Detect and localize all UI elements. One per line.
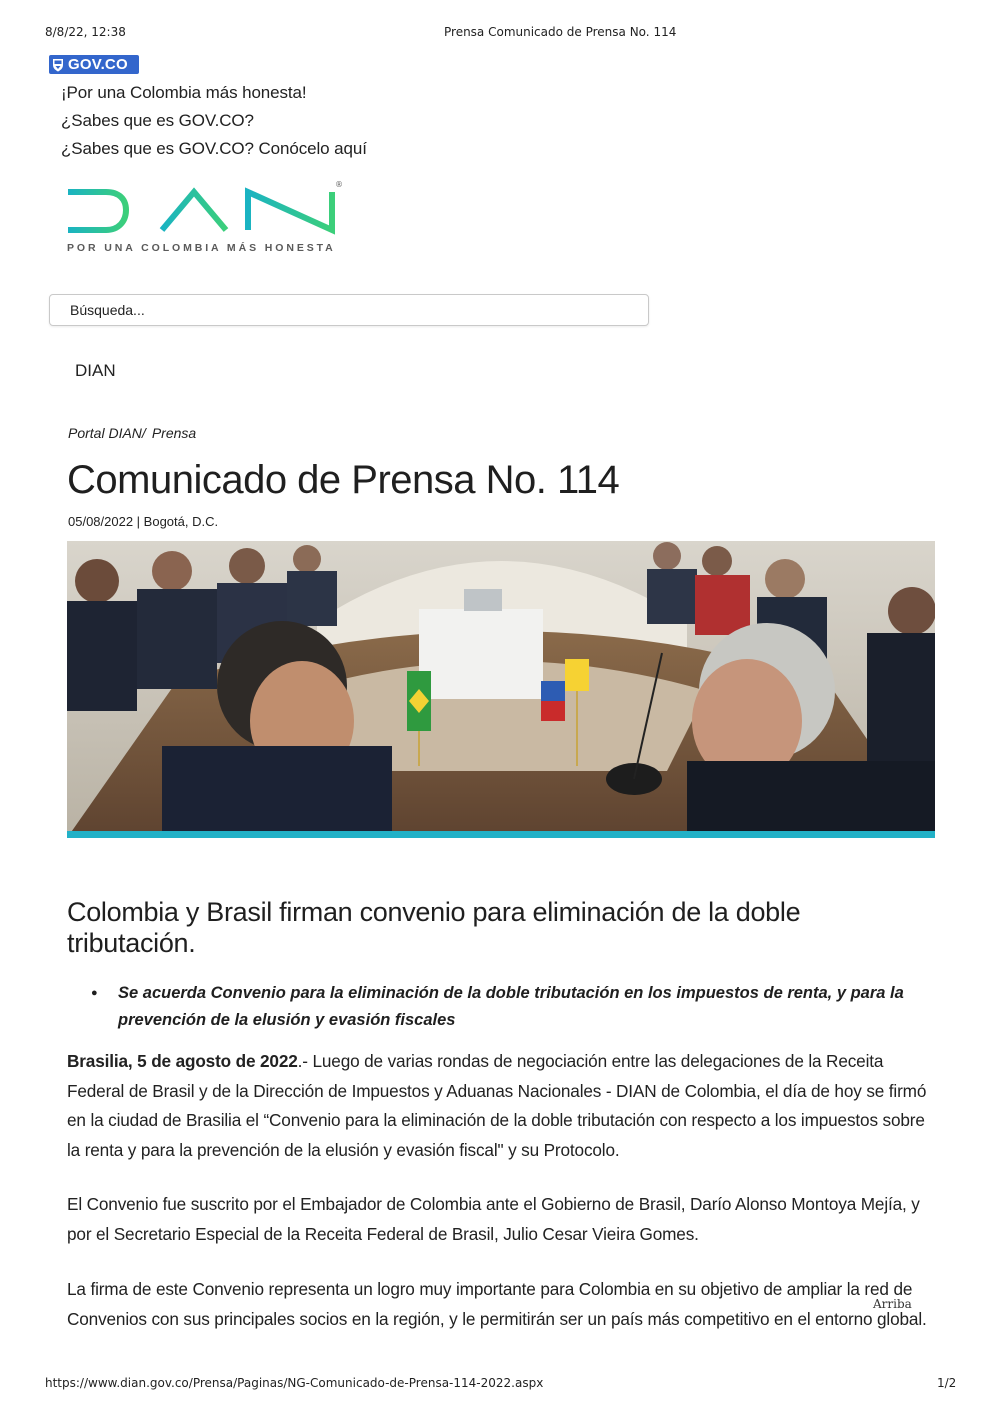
dian-tagline-text: POR UNA COLOMBIA MÁS HONESTA — [67, 242, 336, 254]
article-date: 05/08/2022 | Bogotá, D.C. — [68, 514, 219, 529]
breadcrumb — [68, 425, 202, 441]
govco-info-link[interactable]: ¿Sabes que es GOV.CO? Conócelo aquí — [61, 139, 367, 158]
dian-logo[interactable] — [66, 178, 346, 258]
dateline-bold: Brasilia, 5 de agosto de 2022 — [67, 1051, 298, 1071]
paragraph-3: La firma de este Convenio representa un logro muy importante para Colombia en su objetivo de ampliar la red de Convenios con sus principales socios en la región, y le permitirán ser un país más competitivo en el entorno global. — [67, 1279, 927, 1329]
print-doc-title: Prensa Comunicado de Prensa No. 114 — [444, 25, 677, 39]
breadcrumb-portal[interactable]: Portal DIAN/ — [68, 425, 146, 441]
accent-bar — [67, 831, 935, 838]
page-title: Comunicado de Prensa No. 114 — [67, 458, 620, 502]
colombia-shield-icon — [52, 58, 64, 72]
print-url: https://www.dian.gov.co/Prensa/Paginas/NG-Comunicado-de-Prensa-114-2022.aspx — [45, 1376, 544, 1390]
key-point-item: ● Se acuerda Convenio para la eliminación de la doble tributación en los impuestos de renta, y para la prevención de la elusión y evasión fiscales — [67, 980, 927, 1034]
back-to-top-link[interactable]: Arriba — [873, 1297, 912, 1311]
dian-wordmark — [66, 178, 346, 236]
govco-badge[interactable] — [49, 55, 139, 74]
search-box[interactable] — [49, 294, 649, 326]
hero-image — [67, 541, 935, 838]
paragraph-2: El Convenio fue suscrito por el Embajador de Colombia ante el Gobierno de Brasil, Darío Alonso Montoya Mejía, y por el Secretario Especial de la Receita Federal de Brasil, Julio Cesar Vieira Gomes. — [67, 1194, 920, 1244]
search-input[interactable] — [50, 295, 648, 325]
meeting-photo — [67, 541, 935, 838]
paragraph-1-body: .- Luego de varias rondas de negociación entre las delegaciones de la Receita Federal de Brasil y de la Dirección de Impuestos y Aduanas Nacionales - DIAN de Colombia, el día de hoy se firmó en la ciudad de Brasilia el “Convenio para la eliminación de la doble tributación con respecto a los impuestos sobre la renta y para la prevención de la elusión y evasión fiscal" y su Protocolo. — [67, 1051, 927, 1160]
print-page-number: 1/2 — [937, 1376, 957, 1390]
registered-mark: ® — [335, 180, 343, 189]
article-subtitle: Colombia y Brasil firman convenio para eliminación de la doble tributación. — [67, 897, 801, 958]
breadcrumb-prensa[interactable]: Prensa — [151, 425, 197, 441]
nav-dian-link[interactable]: DIAN — [75, 361, 116, 380]
slogan-text: ¡Por una Colombia más honesta! — [61, 83, 307, 102]
govco-label: GOV.CO — [68, 56, 128, 73]
govco-question: ¿Sabes que es GOV.CO? — [61, 111, 254, 130]
dian-tagline — [66, 240, 346, 256]
key-points-list — [67, 980, 927, 1034]
print-datetime: 8/8/22, 12:38 — [45, 25, 126, 39]
paragraph-1 — [67, 1047, 937, 1165]
